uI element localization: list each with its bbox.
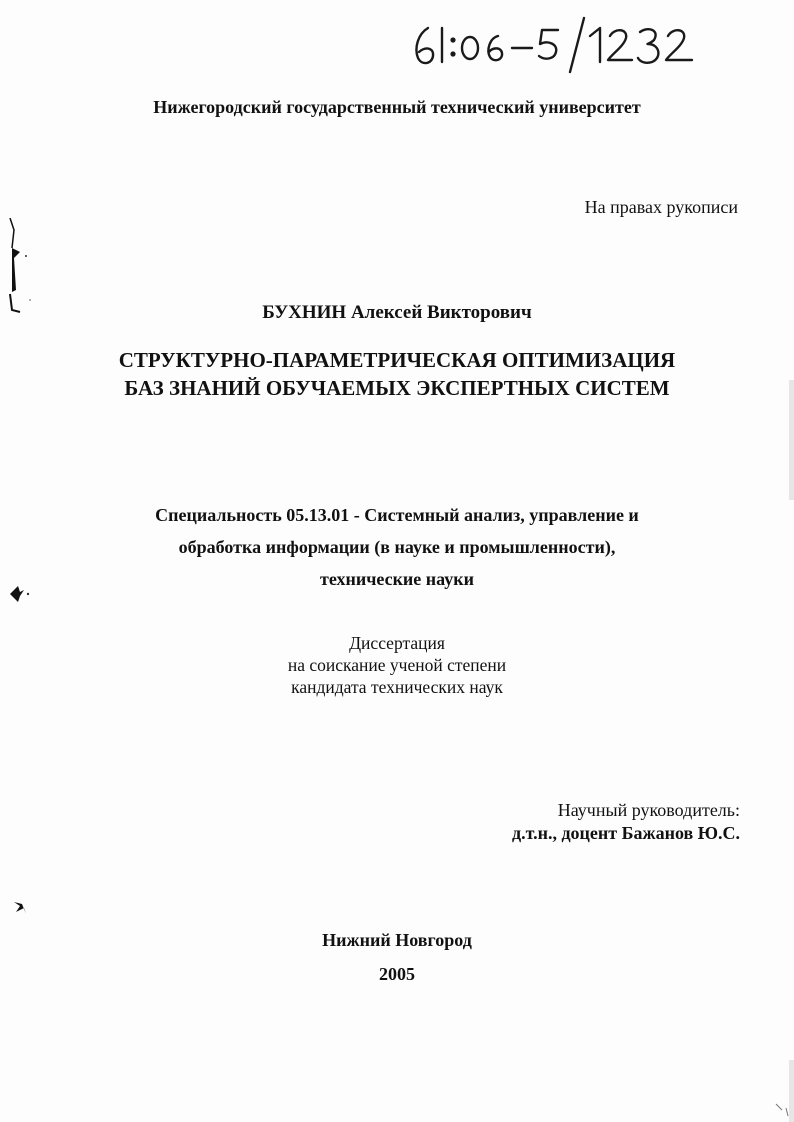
dissertation-degree-block <box>0 632 794 698</box>
supervisor-label: Научный руководитель: <box>557 800 740 820</box>
city: Нижний Новгород <box>322 930 472 950</box>
specialty-line-1: Специальность 05.13.01 - Системный анализ, управление и <box>155 505 639 525</box>
scan-artifact-icon <box>772 1100 792 1120</box>
author-name: БУХНИН Алексей Викторович <box>262 302 532 323</box>
dissertation-title <box>0 346 794 402</box>
title-line-1: СТРУКТУРНО-ПАРАМЕТРИЧЕСКАЯ ОПТИМИЗАЦИЯ <box>118 348 676 372</box>
binding-mark-icon <box>4 218 34 318</box>
title-line-2: БАЗ ЗНАНИЙ ОБУЧАЕМЫХ ЭКСПЕРТНЫХ СИСТЕМ <box>124 376 670 400</box>
scan-artifact-icon <box>12 898 32 916</box>
handwritten-archive-code <box>406 14 706 74</box>
scan-artifact-icon <box>8 584 32 604</box>
dissertation-line-2: на соискание ученой степени <box>287 655 507 675</box>
specialty-block <box>0 499 794 595</box>
supervisor-block <box>512 799 740 845</box>
specialty-line-2: обработка информации (в науке и промышленности), <box>178 537 616 557</box>
supervisor-name: д.т.н., доцент Бажанов Ю.С. <box>511 823 740 843</box>
dissertation-line-3: кандидата технических наук <box>291 677 503 697</box>
manuscript-note: На правах рукописи <box>584 197 738 217</box>
specialty-line-3: технические науки <box>320 569 474 589</box>
university-name: Нижегородский государственный технический университет <box>153 97 641 117</box>
dissertation-line-1: Диссертация <box>349 633 445 653</box>
year: 2005 <box>379 964 415 984</box>
